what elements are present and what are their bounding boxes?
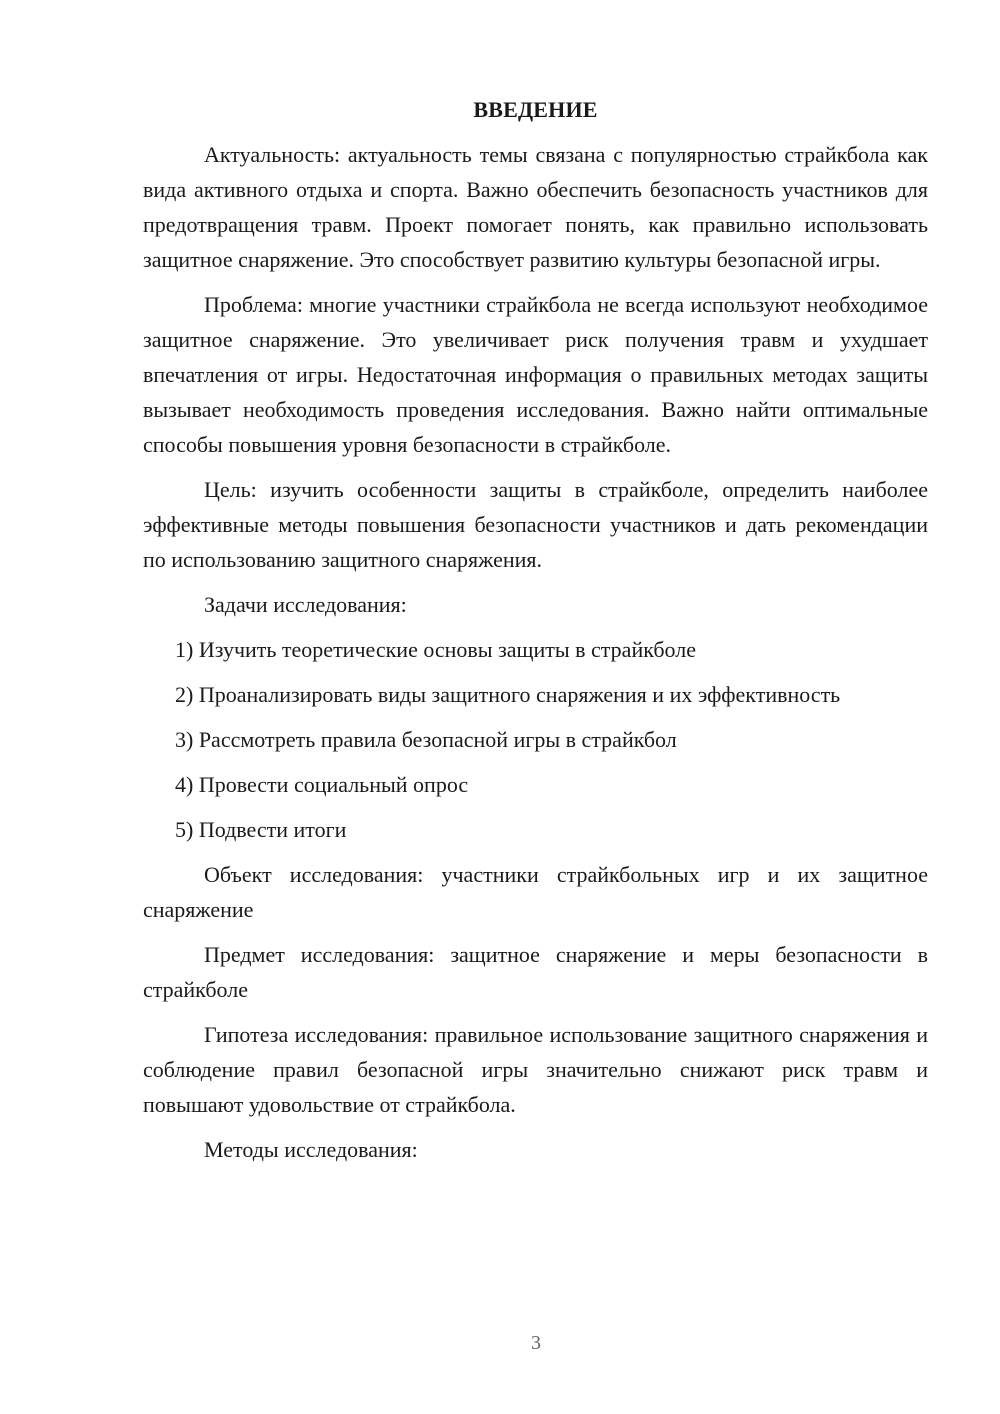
task-item-3: 3) Рассмотреть правила безопасной игры в страйкбол [175,727,677,752]
paragraph-subject: Предмет исследования: защитное снаряжение и меры безопасности в страйкболе [143,942,928,1002]
paragraph-tasks-heading: Задачи исследования: [204,592,407,617]
task-item-5: 5) Подвести итоги [175,817,347,842]
task-item-4: 4) Провести социальный опрос [175,772,469,797]
paragraph-problem: Проблема: многие участники страйкбола не всегда используют необходимое защитное снаряжение. Это увеличивает риск получения травм и ухудшает впечатления от игры. Недостаточная информация о правильных методах защиты вызывает необходимость проведения исследования. Важно найти оптимальные способы повышения уровня безопасности в страйкболе. [143,292,928,457]
paragraph-object: Объект исследования: участники страйкбольных игр и их защитное снаряжение [143,862,928,922]
task-item-1: 1) Изучить теоретические основы защиты в страйкболе [175,637,697,662]
paragraph-methods: Методы исследования: [204,1137,418,1162]
paragraph-goal: Цель: изучить особенности защиты в страйкболе, определить наиболее эффективные методы повышения безопасности участников и дать рекомендации по использованию защитного снаряжения. [143,477,928,572]
page-number: 3 [531,1332,541,1354]
paragraph-relevance: Актуальность: актуальность темы связана с популярностью страйкбола как вида активного отдыха и спорта. Важно обеспечить безопасность участников для предотвращения травм. Проект помогает понять, как правильно использовать защитное снаряжение. Это способствует развитию культуры безопасной игры. [143,142,928,272]
document-body [143,95,928,1177]
task-item-2: 2) Проанализировать виды защитного снаряжения и их эффективность [175,682,841,707]
section-title: ВВЕДЕНИЕ [473,97,598,122]
paragraph-hypothesis: Гипотеза исследования: правильное использование защитного снаряжения и соблюдение правил безопасной игры значительно снижают риск травм и повышают удовольствие от страйкбола. [143,1022,928,1117]
